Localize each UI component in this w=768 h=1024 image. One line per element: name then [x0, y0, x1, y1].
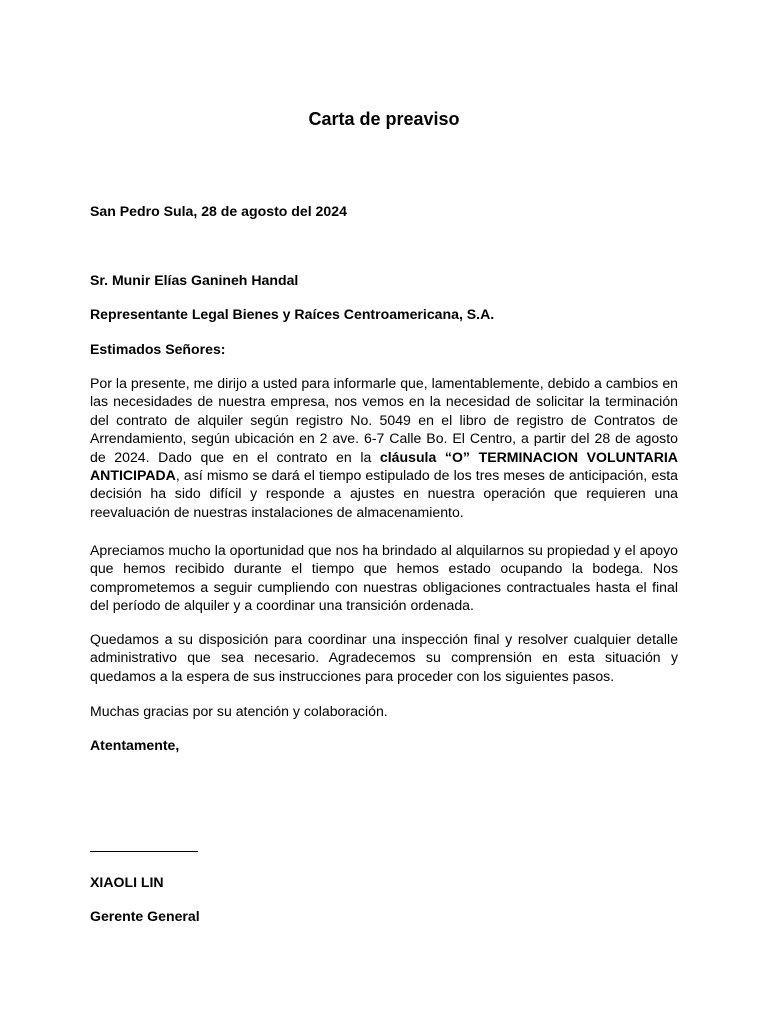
- body-paragraph-1-text-b: , así mismo se dará el tiempo estipulado de los tres meses de anticipación, esta decisión ha sido difícil y responde a ajustes en nuestra operación que requieren una reevaluación de nuestras instalaciones de almacenamiento.: [90, 467, 678, 520]
- body-paragraph-4: Muchas gracias por su atención y colaboración.: [90, 703, 388, 719]
- document-title: Carta de preaviso: [308, 109, 460, 129]
- recipient-name: Sr. Munir Elías Ganineh Handal: [90, 272, 299, 288]
- body-paragraph-2: Apreciamos mucho la oportunidad que nos ha brindado al alquilarnos su propiedad y el apoyo que hemos recibido durante el tiempo que hemos estado ocupando la bodega. Nos comprometemos a seguir cumpliendo con nuestras obligaciones contractuales hasta el final del período de alquiler y a coordinar una transición ordenada.: [90, 542, 678, 614]
- place-date: San Pedro Sula, 28 de agosto del 2024: [90, 203, 347, 219]
- body-paragraph-3: Quedamos a su disposición para coordinar una inspección final y resolver cualquier detalle administrativo que sea necesario. Agradecemos su comprensión en esta situación y quedamos a la espera de sus instrucciones para proceder con los siguientes pasos.: [90, 631, 678, 684]
- signature-line: [90, 851, 198, 852]
- body-paragraph-1-text-a: Por la presente, me dirijo a usted para informarle que, lamentablemente, debido a cambios en las necesidades de nuestra empresa, nos vemos en la necesidad de solicitar la terminación del contrato de alquiler según registro No. 5049 en el libro de registro de Contratos de Arrendamiento, según ubicación en 2 ave. 6-7 Calle Bo. El Centro, a partir del 28 de agosto de 2024. Dado que en el contrato en la: [90, 375, 678, 465]
- closing: Atentamente,: [90, 737, 180, 753]
- signer-name: XIAOLI LIN: [90, 874, 164, 890]
- clause-reference: cláusula “O” TERMINACION VOLUNTARIA ANTICIPADA: [90, 448, 678, 484]
- salutation: Estimados Señores:: [90, 341, 226, 357]
- recipient-role: Representante Legal Bienes y Raíces Centroamericana, S.A.: [90, 306, 495, 322]
- signer-title: Gerente General: [90, 908, 200, 924]
- body-paragraph-1: [90, 374, 678, 521]
